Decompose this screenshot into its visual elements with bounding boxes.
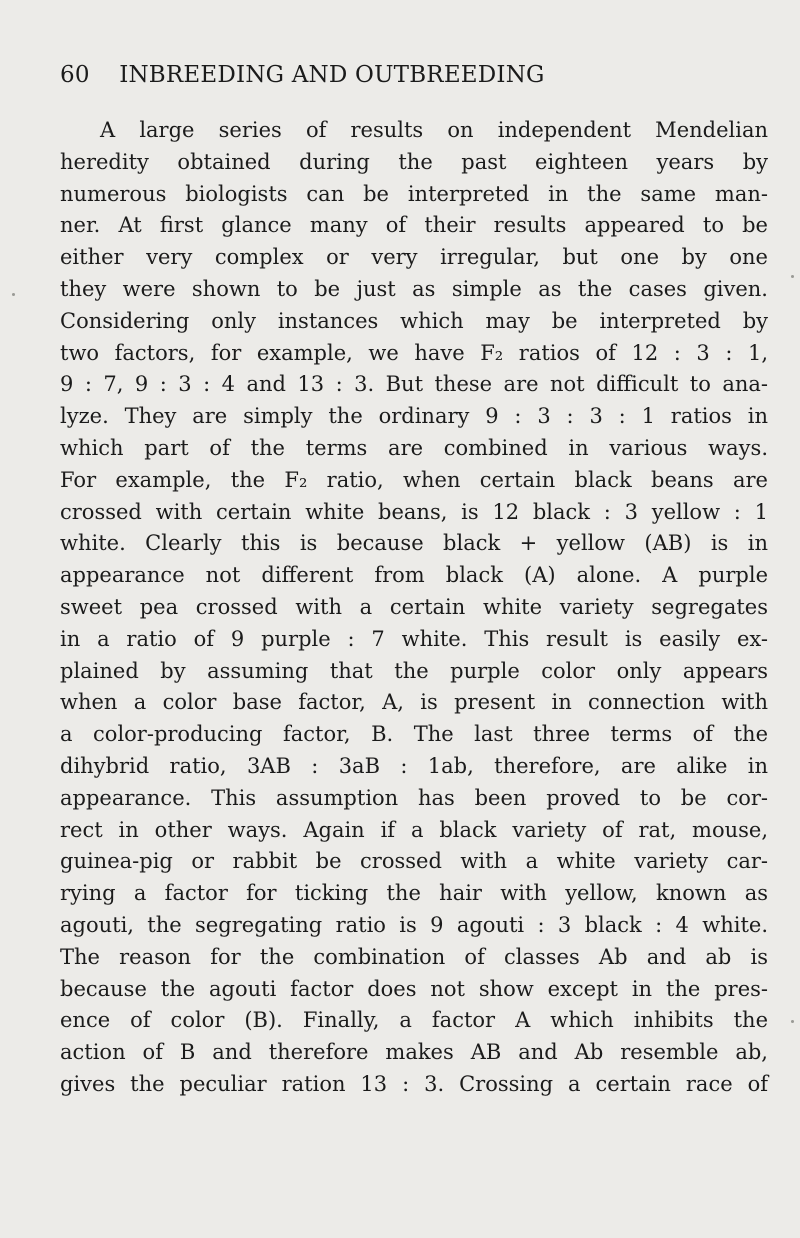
body-text — [60, 115, 768, 1101]
paper-speck — [791, 1020, 794, 1023]
paper-speck — [791, 275, 794, 278]
text-line: when a color base factor, A, is present in connection with — [60, 690, 768, 715]
text-line: ner. At first glance many of their results appeared to be — [60, 213, 768, 238]
page-header — [60, 62, 760, 94]
text-line: agouti, the segregating ratio is 9 agouti : 3 black : 4 white. — [60, 912, 768, 937]
text-line: because the agouti factor does not show except in the pres- — [60, 976, 768, 1001]
text-line: rying a factor for ticking the hair with yellow, known as — [60, 881, 768, 906]
page-number: 60 — [60, 62, 90, 88]
text-line: in a ratio of 9 purple : 7 white. This result is easily ex- — [60, 626, 768, 651]
text-line: a color-producing factor, B. The last three terms of the — [60, 722, 768, 747]
text-line: ence of color (B). Finally, a factor A which inhibits the — [60, 1008, 768, 1033]
text-line: two factors, for example, we have F₂ ratios of 12 : 3 : 1, — [60, 340, 768, 365]
running-head: INBREEDING AND OUTBREEDING — [119, 62, 545, 88]
text-line: The reason for the combination of classes Ab and ab is — [60, 944, 768, 969]
text-line: action of B and therefore makes AB and Ab resemble ab, — [60, 1040, 768, 1065]
text-line: lyze. They are simply the ordinary 9 : 3 : 3 : 1 ratios in — [60, 404, 768, 429]
text-line: gives the peculiar ration 13 : 3. Crossing a certain race of — [60, 1071, 768, 1096]
text-line: heredity obtained during the past eighteen years by — [60, 149, 768, 174]
text-line: appearance. This assumption has been proved to be cor- — [60, 785, 768, 810]
text-line: white. Clearly this is because black + yellow (AB) is in — [60, 531, 768, 556]
text-line: plained by assuming that the purple color only appears — [60, 658, 768, 683]
paper-speck — [12, 293, 15, 296]
text-line: dihybrid ratio, 3AB : 3aB : 1ab, therefore, are alike in — [60, 753, 768, 778]
text-line: crossed with certain white beans, is 12 black : 3 yellow : 1 — [60, 499, 768, 524]
text-line: rect in other ways. Again if a black variety of rat, mouse, — [60, 817, 768, 842]
text-line: sweet pea crossed with a certain white variety segregates — [60, 594, 768, 619]
text-line: guinea-pig or rabbit be crossed with a white variety car- — [60, 849, 768, 874]
text-line: A large series of results on independent Mendelian — [100, 118, 768, 142]
text-line: they were shown to be just as simple as the cases given. — [60, 276, 768, 301]
text-line: either very complex or very irregular, but one by one — [60, 245, 768, 270]
text-line: numerous biologists can be interpreted in the same man- — [60, 181, 768, 206]
text-line: appearance not different from black (A) alone. A purple — [60, 563, 768, 588]
text-line: 9 : 7, 9 : 3 : 4 and 13 : 3. But these are not difficult to ana- — [60, 372, 768, 397]
text-line: Considering only instances which may be interpreted by — [60, 308, 768, 333]
text-line: For example, the F₂ ratio, when certain black beans are — [60, 467, 768, 492]
text-line: which part of the terms are combined in various ways. — [60, 435, 768, 460]
